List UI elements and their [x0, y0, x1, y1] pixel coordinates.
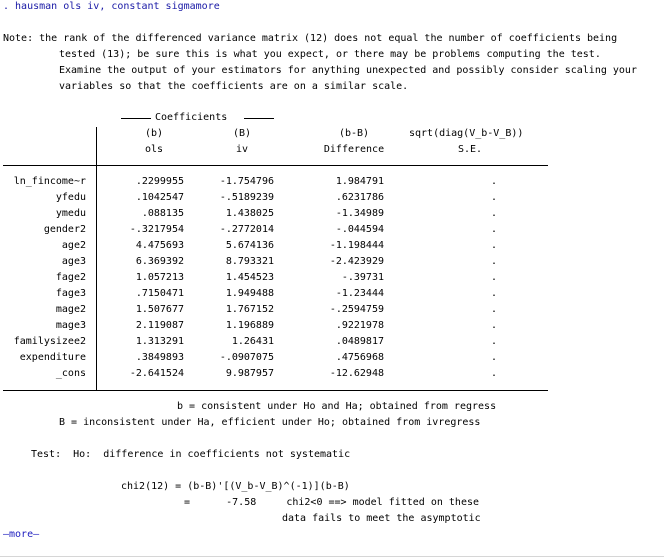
cell-se: .	[490, 176, 497, 187]
cell-B: 1.196889	[225, 320, 274, 331]
cell-diff: -.2594759	[329, 304, 384, 315]
test-line: Test: Ho: difference in coefficients not systematic	[31, 449, 351, 460]
cell-diff: -12.62948	[329, 368, 384, 379]
cell-B: 9.987957	[225, 368, 274, 379]
cell-b: 1.507677	[135, 304, 184, 315]
cell-diff: -1.198444	[329, 240, 384, 251]
cell-diff: .6231786	[335, 192, 384, 203]
cell-b: 2.119087	[135, 320, 184, 331]
cell-se: .	[490, 256, 497, 267]
cell-diff: 1.984791	[335, 176, 384, 187]
table-row	[0, 240, 560, 256]
cell-b: 1.057213	[135, 272, 184, 283]
chi2-formula-line: chi2(12) = (b-B)'[(V_b-V_B)^(-1)](b-B)	[121, 481, 350, 492]
row-label: age2	[61, 240, 86, 251]
row-label: _cons	[55, 368, 86, 379]
chi2-note-line: data fails to meet the asymptotic	[282, 513, 481, 524]
table-row	[0, 320, 560, 336]
cell-B: 1.454523	[225, 272, 274, 283]
row-label: yfedu	[55, 192, 86, 203]
cell-b: -2.641524	[129, 368, 184, 379]
cell-B: 8.793321	[225, 256, 274, 267]
table-row	[0, 256, 560, 272]
table-row	[0, 224, 560, 240]
row-label: familysizee2	[13, 336, 86, 347]
cell-se: .	[490, 304, 497, 315]
cell-diff: .0489817	[335, 336, 384, 347]
col-header-diff: (b-B)	[338, 128, 370, 139]
col-sub-difference: Difference	[323, 144, 385, 155]
row-label: age3	[61, 256, 86, 267]
cell-se: .	[490, 272, 497, 283]
table-row	[0, 304, 560, 320]
cell-B: 1.767152	[225, 304, 274, 315]
cell-se: .	[490, 352, 497, 363]
cell-b: .3849893	[135, 352, 184, 363]
table-row	[0, 208, 560, 224]
row-label: fage3	[55, 288, 86, 299]
cell-se: .	[490, 336, 497, 347]
table-row	[0, 368, 560, 384]
group-rule-left	[121, 118, 151, 119]
cell-diff: -2.423929	[329, 256, 384, 267]
cell-diff: -.044594	[335, 224, 384, 235]
cell-diff: .9221978	[335, 320, 384, 331]
cell-se: .	[490, 320, 497, 331]
cell-b: .7150471	[135, 288, 184, 299]
col-header-b: (b)	[144, 128, 164, 139]
table-header-rule	[3, 165, 548, 166]
row-label: mage3	[55, 320, 86, 331]
cell-B: -.5189239	[219, 192, 274, 203]
chi2-value-line: = -7.58 chi2<0 ==> model fitted on these	[184, 497, 480, 508]
more-link[interactable]: —more—	[3, 529, 40, 540]
cell-diff: -1.23444	[335, 288, 384, 299]
cell-B: 1.438025	[225, 208, 274, 219]
table-row	[0, 272, 560, 288]
cell-se: .	[490, 224, 497, 235]
row-label: expenditure	[19, 352, 86, 363]
note-line-1: Note: the rank of the differenced variance matrix (12) does not equal the number of coefficients being	[3, 33, 618, 44]
row-label: ln_fincome~r	[13, 176, 86, 187]
table-row	[0, 288, 560, 304]
cell-b: .2299955	[135, 176, 184, 187]
cell-se: .	[490, 208, 497, 219]
cell-B: 1.26431	[231, 336, 274, 347]
cell-B: -.2772014	[219, 224, 274, 235]
row-label: mage2	[55, 304, 86, 315]
group-rule-right	[244, 118, 274, 119]
note-line-3: Examine the output of your estimators for anything unexpected and possibly consider scaling your	[59, 65, 637, 76]
cell-diff: -1.34989	[335, 208, 384, 219]
cell-B: -.0907075	[219, 352, 274, 363]
table-row	[0, 352, 560, 368]
window-bottom-border	[0, 556, 664, 557]
col-header-se: sqrt(diag(V_b-V_B))	[409, 128, 524, 139]
table-bottom-rule	[3, 390, 548, 391]
cell-b: 4.475693	[135, 240, 184, 251]
cell-se: .	[490, 368, 497, 379]
legend-b-line: b = consistent under Ho and Ha; obtained from regress	[177, 401, 497, 412]
note-line-4: variables so that the coefficients are on a similar scale.	[59, 81, 409, 92]
cell-b: 6.369392	[135, 256, 184, 267]
cell-B: 5.674136	[225, 240, 274, 251]
col-sub-iv: iv	[235, 144, 249, 155]
cell-b: 1.313291	[135, 336, 184, 347]
note-line-2: tested (13); be sure this is what you expect, or there may be problems computing the test.	[59, 49, 601, 60]
table-row	[0, 176, 560, 192]
cell-diff: -.39731	[341, 272, 384, 283]
cell-se: .	[490, 240, 497, 251]
table-row	[0, 192, 560, 208]
cell-diff: .4756968	[335, 352, 384, 363]
cell-B: 1.949488	[225, 288, 274, 299]
col-sub-ols: ols	[144, 144, 164, 155]
command-line: . hausman ols iv, constant sigmamore	[3, 1, 220, 12]
group-header: Coefficients	[155, 112, 228, 123]
col-header-B: (B)	[232, 128, 252, 139]
col-sub-se: S.E.	[457, 144, 483, 155]
table-row	[0, 336, 560, 352]
cell-b: .1042547	[135, 192, 184, 203]
cell-se: .	[490, 288, 497, 299]
cell-b: -.3217954	[129, 224, 184, 235]
row-label: gender2	[43, 224, 86, 235]
row-label: ymedu	[55, 208, 86, 219]
cell-b: .088135	[141, 208, 184, 219]
row-label: fage2	[55, 272, 86, 283]
cell-B: -1.754796	[219, 176, 274, 187]
cell-se: .	[490, 192, 497, 203]
legend-B-line: B = inconsistent under Ha, efficient under Ho; obtained from ivregress	[59, 417, 481, 428]
